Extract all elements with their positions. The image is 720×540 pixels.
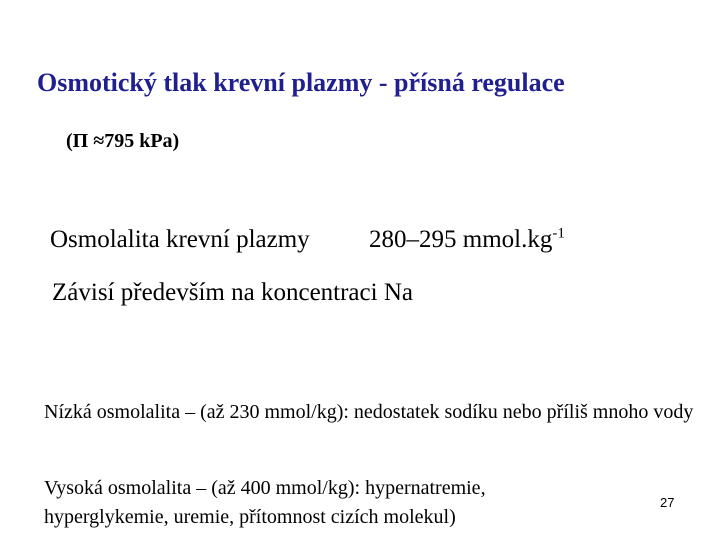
page-number: 27 [660, 495, 675, 510]
slide-title: Osmotický tlak krevní plazmy - přísná regulace [37, 68, 565, 97]
high-osmolality-text: Vysoká osmolalita – (až 400 mmol/kg): hypernatremie, hyperglykemie, uremie, přítomnost cizích molekul) [44, 477, 486, 528]
osmolality-value-group [369, 222, 565, 258]
low-osmolality-text: Nízká osmolalita – (až 230 mmol/kg): nedostatek sodíku nebo příliš mnoho vody [44, 401, 694, 423]
sodium-dependency-text: Závisí především na koncentraci Na [52, 279, 413, 306]
osmotic-pressure-note: (Π ≈795 kPa) [66, 130, 180, 152]
osmolality-value: 280–295 mmol.kg [369, 226, 553, 253]
osmolality-unit-exponent: -1 [552, 225, 565, 242]
osmolality-line [50, 222, 565, 258]
osmolality-label: Osmolalita krevní plazmy [50, 226, 310, 253]
